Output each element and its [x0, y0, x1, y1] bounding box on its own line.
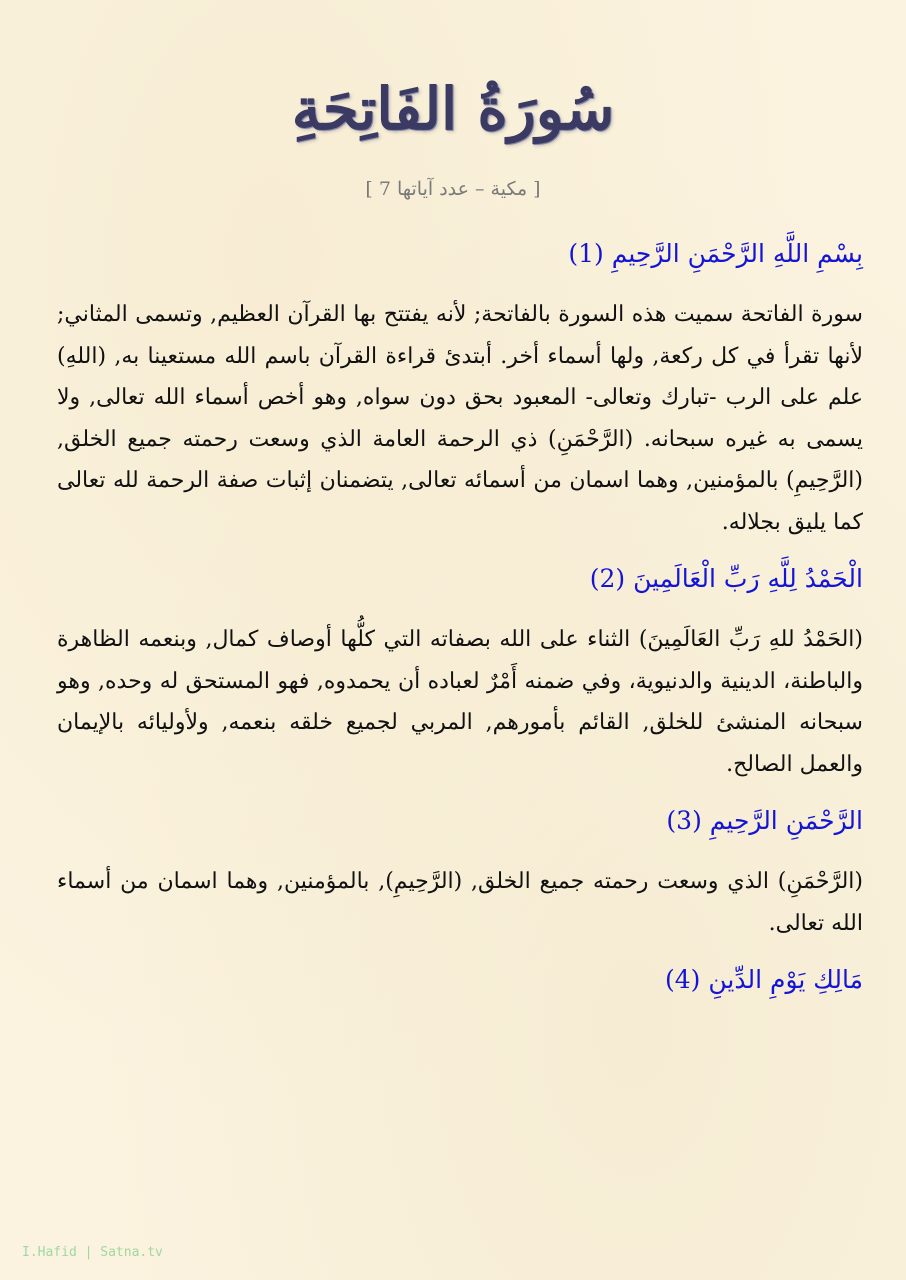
- tafsir-2: (الحَمْدُ للهِ رَبِّ العَالَمِينَ) الثناء على الله بصفاته التي كلُّها أوصاف كمال, وبنعمه الظاهرة والباطنة، الدينية والدنيوية، وفي ضمنه أَمْرٌ لعباده أن يحمدوه, فهو المستحق له وحده, وهو سبحانه المنشئ للخلق, القائم بأمورهم, المربي لجميع خلقه بنعمه, ولأوليائه بالإيمان والعمل الصالح.: [57, 627, 863, 777]
- surah-info: [ مكية – عدد آياتها 7 ]: [365, 178, 541, 200]
- tafsir-1: سورة الفاتحة سميت هذه السورة بالفاتحة; لأنه يفتتح بها القرآن العظيم, وتسمى المثاني; لأنها تقرأ في كل ركعة, ولها أسماء أخر. أبتدئ قراءة القرآن باسم الله مستعينا به, (اللهِ) علم على الرب -تبارك وتعالى- المعبود بحق دون سواه, وهو أخص أسماء الله تعالى, ولا يسمى به غيره سبحانه. (الرَّحْمَنِ) ذي الرحمة العامة الذي وسعت رحمته جميع الخلق, (الرَّحِيمِ) بالمؤمنين, وهما اسمان من أسمائه تعالى, يتضمنان إثبات صفة الرحمة لله تعالى كما يليق بجلاله.: [57, 302, 863, 535]
- verse-1: بِسْمِ اللَّهِ الرَّحْمَنِ الرَّحِيمِ (1): [568, 239, 863, 268]
- verse-2: الْحَمْدُ لِلَّهِ رَبِّ الْعَالَمِينَ (2): [589, 564, 863, 593]
- credit-footer: I.Hafid | Satna.tv: [22, 1245, 163, 1260]
- content: [57, 232, 863, 1020]
- tafsir-3: (الرَّحْمَنِ) الذي وسعت رحمته جميع الخلق, (الرَّحِيمِ), بالمؤمنين, وهما اسمان من أسماء الله تعالى.: [57, 869, 863, 936]
- verse-3: الرَّحْمَنِ الرَّحِيمِ (3): [666, 806, 863, 835]
- surah-title: سُورَةُ الفَاتِحَةِ: [291, 75, 615, 143]
- verse-4: مَالِكِ يَوْمِ الدِّينِ (4): [665, 965, 863, 994]
